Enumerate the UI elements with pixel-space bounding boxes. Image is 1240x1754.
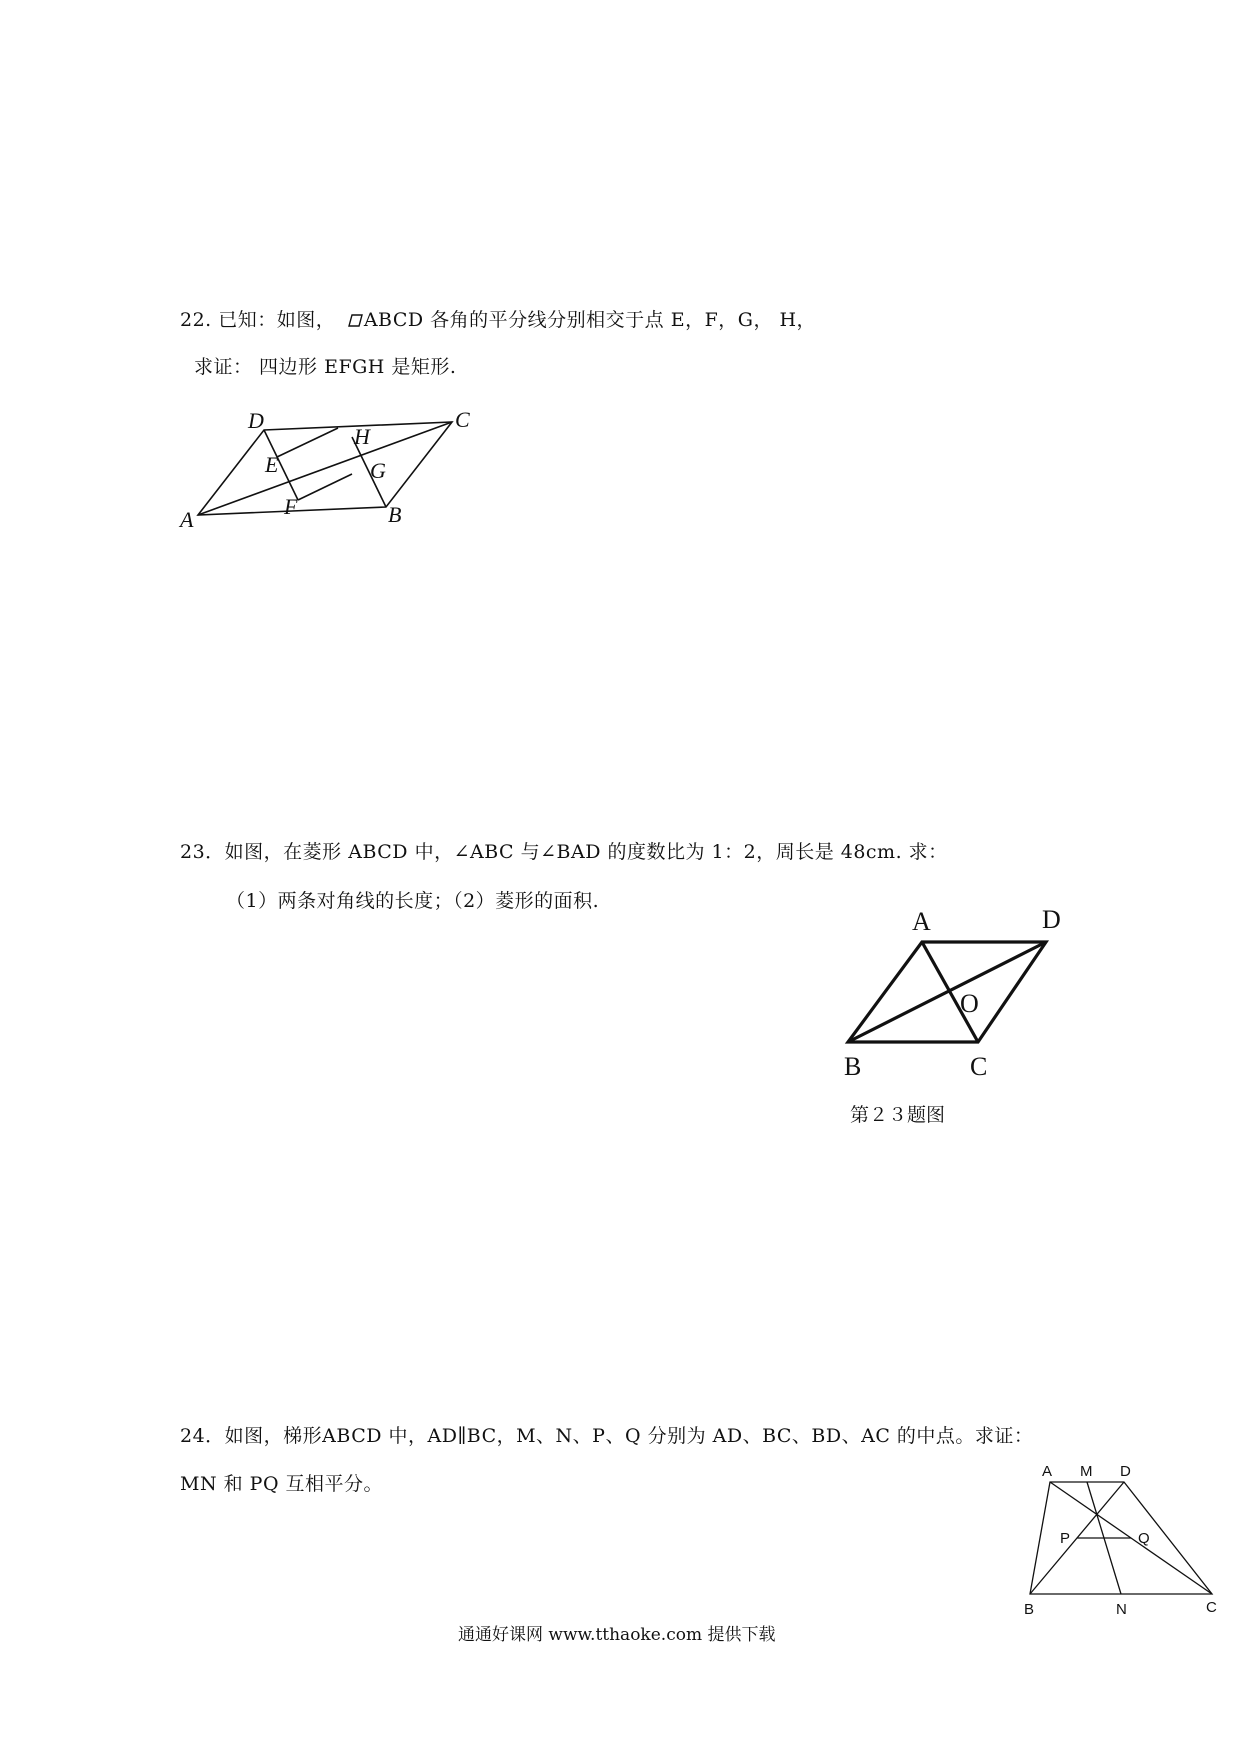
problem-24-line-2: MN 和 PQ 互相平分。 <box>180 1473 384 1495</box>
label-a: A <box>1042 1463 1053 1480</box>
label-g: G <box>370 458 386 483</box>
label-a: A <box>180 507 194 532</box>
label-b: B <box>1024 1601 1035 1618</box>
label-n: N <box>1116 1601 1127 1618</box>
label-h: H <box>354 424 370 449</box>
label-o: O <box>960 989 979 1018</box>
label-d: D <box>1042 905 1061 934</box>
problem-23-line-1: 23．如图，在菱形 ABCD 中，∠ABC 与∠BAD 的度数比为 1：2，周长是 48cm. 求： <box>180 841 948 863</box>
diagonal-bd <box>848 942 1046 1042</box>
label-c: C <box>970 1052 988 1081</box>
label-b: B <box>844 1052 862 1081</box>
problem-23-caption: 第２３题图 <box>850 1104 946 1126</box>
label-f: F <box>284 494 298 519</box>
diagonal-ac <box>198 422 452 515</box>
problem-22-number: 22. <box>180 309 212 331</box>
label-a: A <box>912 907 931 936</box>
problem-23-figure <box>830 900 1070 1090</box>
label-m: M <box>1080 1463 1093 1480</box>
label-d: D <box>248 408 264 433</box>
label-q: Q <box>1138 1530 1150 1547</box>
problem-22-given-prefix: 已知：如图， <box>218 309 336 331</box>
label-e: E <box>265 452 279 477</box>
label-c: C <box>455 407 470 432</box>
problem-22-figure <box>180 407 480 532</box>
label-d: D <box>1120 1463 1131 1480</box>
label-p: P <box>1060 1530 1071 1547</box>
problem-23-line-2: （1）两条对角线的长度；（2）菱形的面积. <box>226 890 600 912</box>
problem-22-given-text: ABCD 各角的平分线分别相交于点 E，F，G， H， <box>363 309 817 331</box>
problem-22-line-2: 求证： 四边形 EFGH 是矩形. <box>194 356 457 378</box>
rect-side-fg <box>298 474 352 500</box>
rect-side-eh <box>277 428 338 457</box>
parallelogram-symbol-icon <box>348 314 363 327</box>
problem-22-line-1 <box>180 308 816 332</box>
problem-24-figure <box>1020 1460 1220 1620</box>
problem-24-line-1: 24．如图，梯形ABCD 中，AD∥BC，M、N、P、Q 分别为 AD、BC、BD、AC 的中点。求证： <box>180 1425 1034 1447</box>
label-c: C <box>1206 1599 1217 1616</box>
label-b: B <box>388 502 402 527</box>
footer-source-text: 通通好课网 www.tthaoke.com 提供下载 <box>458 1625 776 1645</box>
